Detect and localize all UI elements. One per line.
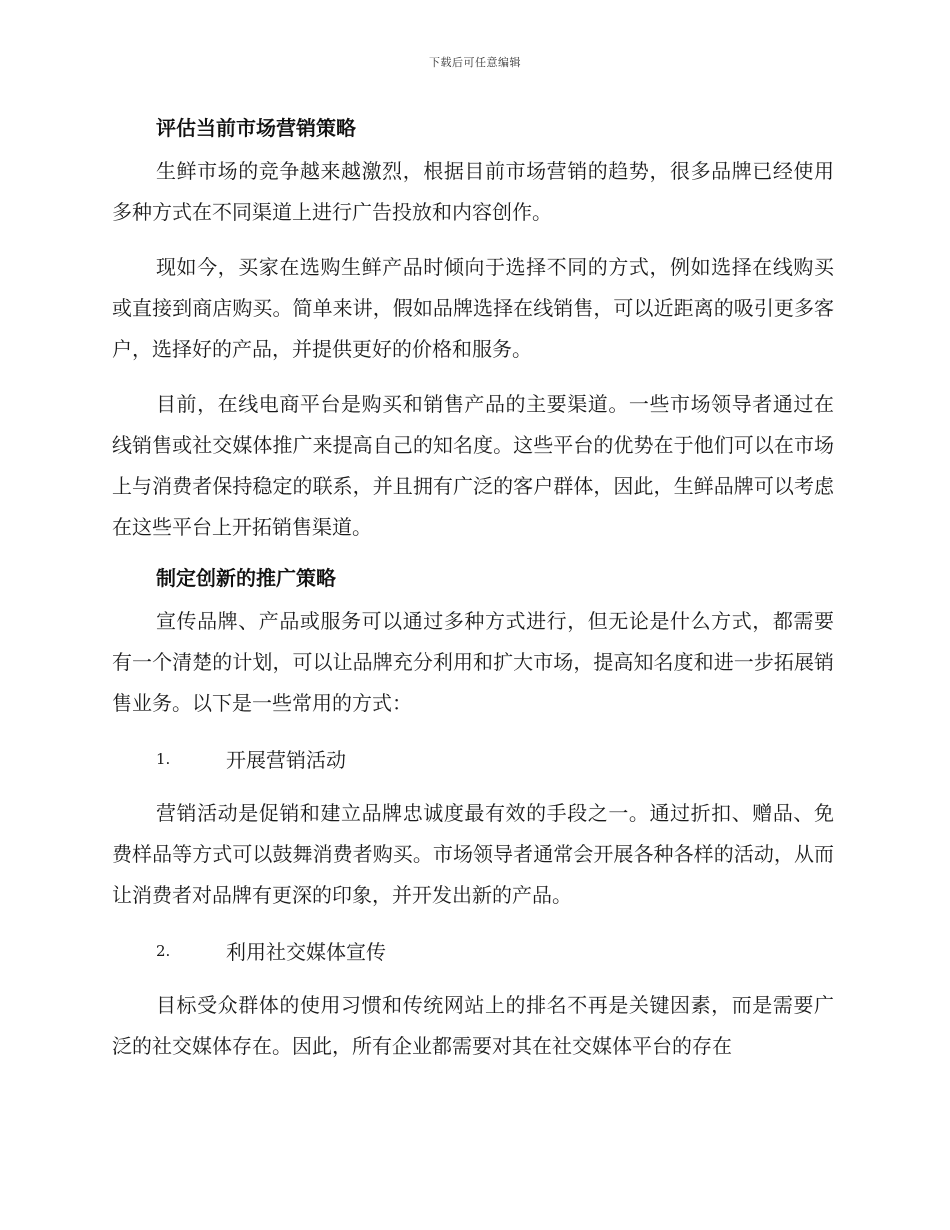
section-heading-promotion-strategy: 制定创新的推广策略 [156,566,336,590]
header-note: 下载后可任意编辑 [429,56,521,69]
paragraph-social-media: 目标受众群体的使用习惯和传统网站上的排名不再是关键因素，而是需要广泛的社交媒体存在。因此，所有企业都需要对其在社交媒体平台的存在 [112,993,834,1058]
paragraph-buyer-preferences: 现如今，买家在选购生鲜产品时倾向于选择不同的方式，例如选择在线购买或直接到商店购买。简单来讲，假如品牌选择在线销售，可以近距离的吸引更多客户，选择好的产品，并提供更好的价格和服务。 [112,255,834,361]
spacer [112,724,834,738]
spacer [112,916,834,930]
paragraph-market-competition: 生鲜市场的竞争越来越激烈，根据目前市场营销的趋势，很多品牌已经使用多种方式在不同渠道上进行广告投放和内容创作。 [112,159,834,224]
paragraph-promotion-methods: 宣传品牌、产品或服务可以通过多种方式进行，但无论是什么方式，都需要有一个清楚的计划，可以让品牌充分利用和扩大市场，提高知名度和进一步拓展销售业务。以下是一些常用的方式： [112,609,834,715]
spacer [112,971,834,985]
list-item-label: 开展营销活动 [226,748,346,772]
spacer [112,594,834,601]
paragraph-marketing-activities: 营销活动是促销和建立品牌忠诚度最有效的手段之一。通过折扣、赠品、免费样品等方式可以鼓舞消费者购买。市场领导者通常会开展各种各样的活动，从而让消费者对品牌有更深的印象，并开发出新的产品。 [112,801,834,907]
list-number: 1. [156,749,171,768]
list-item-marketing-activities [112,738,834,779]
spacer [112,144,834,151]
list-item-social-media [112,930,834,971]
document-body [112,112,834,1067]
section-heading-marketing-evaluation: 评估当前市场营销策略 [156,116,356,140]
list-item-label: 利用社交媒体宣传 [226,940,386,964]
paragraph-online-platforms: 目前，在线电商平台是购买和销售产品的主要渠道。一些市场领导者通过在线销售或社交媒体推广来提高自己的知名度。这些平台的优势在于他们可以在市场上与消费者保持稳定的联系，并且拥有广泛的客户群体，因此，生鲜品牌可以考虑在这些平台上开拓销售渠道。 [112,392,834,539]
spacer [112,779,834,793]
spacer [112,370,834,384]
list-number: 2. [156,941,171,960]
spacer [112,548,834,562]
spacer [112,233,834,247]
